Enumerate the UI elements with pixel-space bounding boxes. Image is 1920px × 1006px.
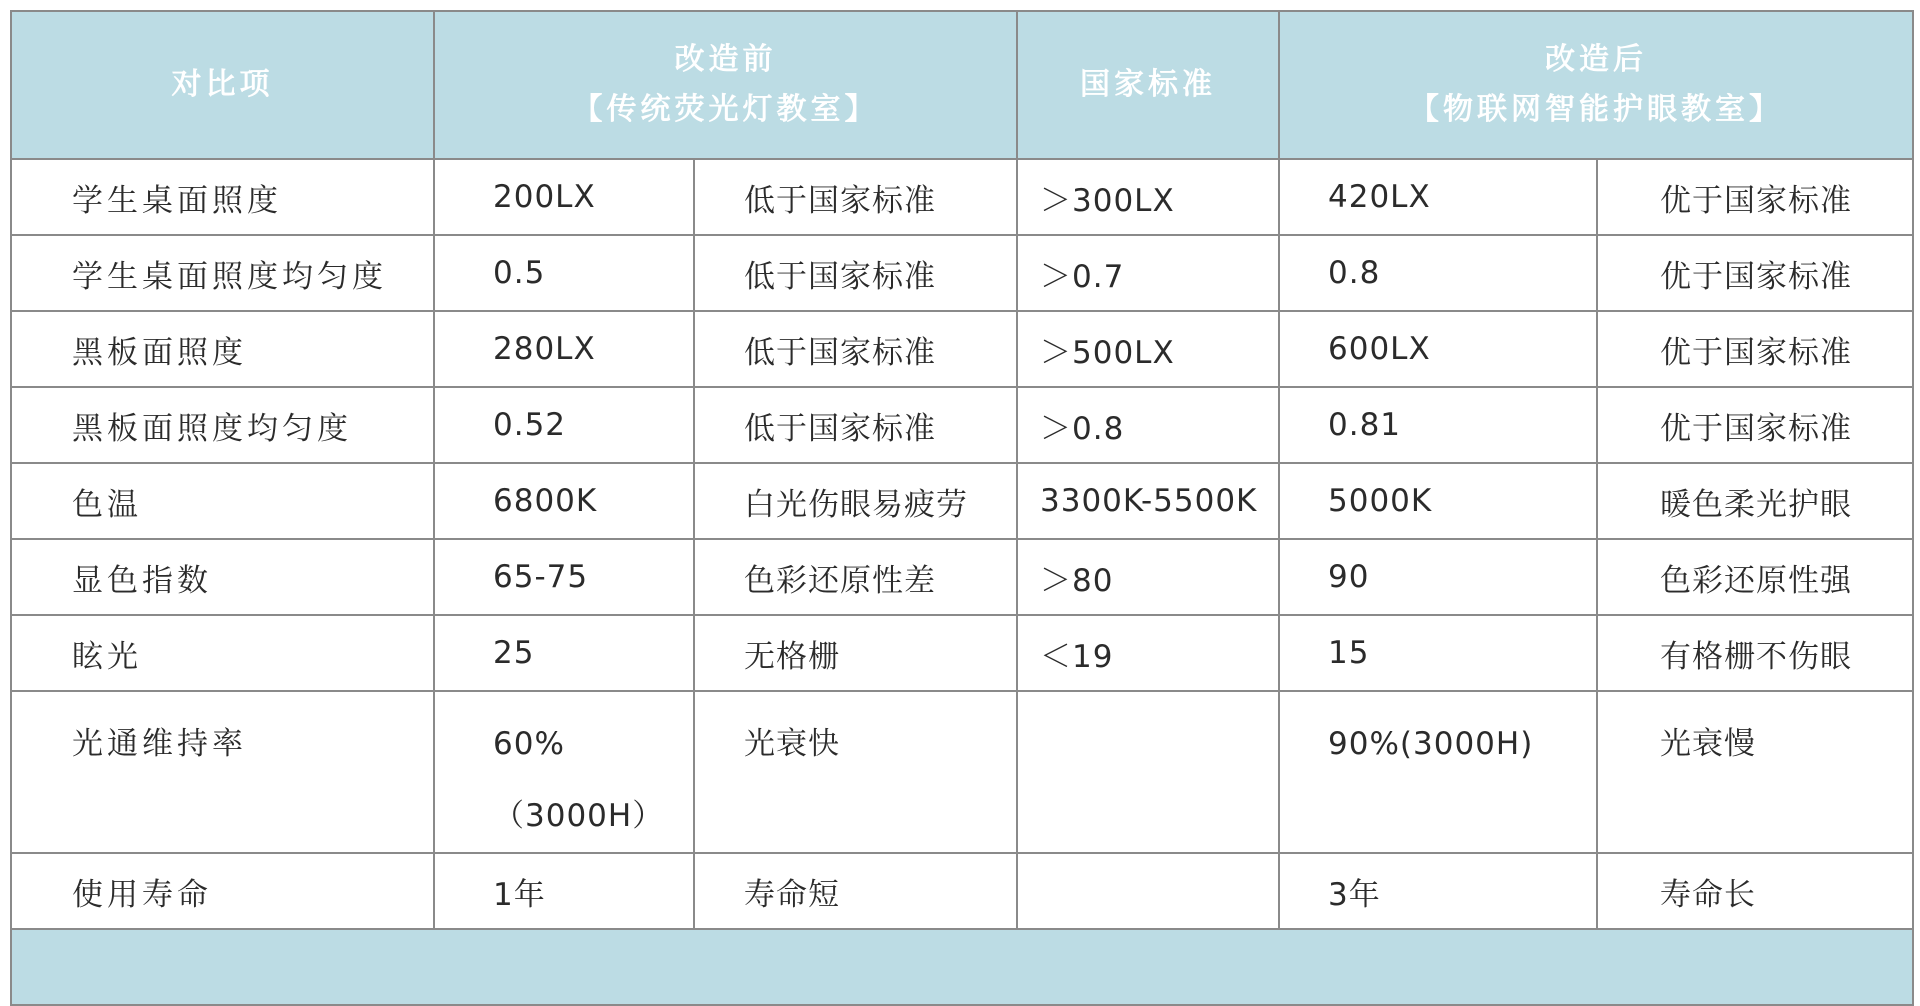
cell-standard: [1017, 853, 1279, 929]
cell-before-note-text: 光衰快: [744, 726, 840, 762]
cell-before-value: 25: [434, 615, 694, 691]
cell-after-note: 优于国家标准: [1597, 235, 1913, 311]
cell-after-value: 600LX: [1279, 311, 1597, 387]
header-after: [1279, 11, 1913, 159]
comparison-table: [10, 10, 1914, 1006]
cell-before-note: 低于国家标准: [694, 387, 1017, 463]
header-row: [11, 11, 1913, 159]
cell-before-value: 0.52: [434, 387, 694, 463]
header-standard: [1017, 11, 1279, 159]
table-row: [11, 159, 1913, 235]
cell-after-value: 15: [1279, 615, 1597, 691]
table-row: [11, 691, 1913, 853]
header-after-subtitle: 【物联网智能护眼教室】: [1409, 92, 1783, 127]
cell-before-note: 低于国家标准: [694, 159, 1017, 235]
cell-before-note: 低于国家标准: [694, 311, 1017, 387]
cell-after-note: 暖色柔光护眼: [1597, 463, 1913, 539]
cell-before-value: [434, 691, 694, 853]
cell-before-note: 低于国家标准: [694, 235, 1017, 311]
table-row: [11, 853, 1913, 929]
cell-standard: ＞80: [1017, 539, 1279, 615]
cell-standard: ＞0.7: [1017, 235, 1279, 311]
cell-after-value: 0.8: [1279, 235, 1597, 311]
header-item-label: 对比项: [171, 67, 274, 102]
header-after-title: 改造后: [1545, 42, 1647, 77]
cell-after-value: 90: [1279, 539, 1597, 615]
table-row: [11, 539, 1913, 615]
cell-after-note: [1597, 691, 1913, 853]
table-row: [11, 615, 1913, 691]
cell-item: 色温: [11, 463, 434, 539]
cell-item: 使用寿命: [11, 853, 434, 929]
cell-after-value: 0.81: [1279, 387, 1597, 463]
cell-item: 眩光: [11, 615, 434, 691]
cell-standard: ＞300LX: [1017, 159, 1279, 235]
header-before-subtitle: 【传统荧光灯教室】: [572, 92, 879, 127]
cell-after-note: 寿命长: [1597, 853, 1913, 929]
cell-before-value-line1: 60%: [493, 726, 565, 762]
cell-after-value: 5000K: [1279, 463, 1597, 539]
cell-standard: ＞0.8: [1017, 387, 1279, 463]
cell-after-note: 优于国家标准: [1597, 387, 1913, 463]
cell-item-text: 光通维持率: [72, 726, 247, 762]
cell-after-value: [1279, 691, 1597, 853]
cell-item: 学生桌面照度均匀度: [11, 235, 434, 311]
cell-item: 黑板面照度: [11, 311, 434, 387]
header-before: [434, 11, 1017, 159]
cell-before-note: 白光伤眼易疲劳: [694, 463, 1017, 539]
cell-before-value: 200LX: [434, 159, 694, 235]
footer-band: [11, 929, 1913, 1005]
header-item: [11, 11, 434, 159]
cell-before-value: 65-75: [434, 539, 694, 615]
table-row: [11, 387, 1913, 463]
cell-after-note: 有格栅不伤眼: [1597, 615, 1913, 691]
cell-before-note: 寿命短: [694, 853, 1017, 929]
header-before-title: 改造前: [674, 42, 777, 77]
cell-before-value-line2: （3000H）: [493, 798, 665, 834]
cell-before-value: 6800K: [434, 463, 694, 539]
cell-before-value: 1年: [434, 853, 694, 929]
cell-after-note: 优于国家标准: [1597, 311, 1913, 387]
cell-after-note-text: 光衰慢: [1660, 726, 1756, 762]
footer-row: [11, 929, 1913, 1005]
cell-item: 显色指数: [11, 539, 434, 615]
cell-after-note: 优于国家标准: [1597, 159, 1913, 235]
cell-after-value-text: 90%(3000H): [1328, 726, 1534, 762]
cell-standard: ＞500LX: [1017, 311, 1279, 387]
cell-item: 学生桌面照度: [11, 159, 434, 235]
cell-after-value: 3年: [1279, 853, 1597, 929]
table-row: [11, 311, 1913, 387]
cell-before-value: 280LX: [434, 311, 694, 387]
cell-before-value: 0.5: [434, 235, 694, 311]
cell-item: [11, 691, 434, 853]
cell-after-value: 420LX: [1279, 159, 1597, 235]
cell-before-note: 无格栅: [694, 615, 1017, 691]
cell-before-note: [694, 691, 1017, 853]
cell-standard: [1017, 691, 1279, 853]
cell-standard: ＜19: [1017, 615, 1279, 691]
cell-after-note: 色彩还原性强: [1597, 539, 1913, 615]
cell-item: 黑板面照度均匀度: [11, 387, 434, 463]
cell-before-note: 色彩还原性差: [694, 539, 1017, 615]
header-standard-label: 国家标准: [1080, 67, 1216, 102]
table-row: [11, 235, 1913, 311]
cell-standard: 3300K-5500K: [1017, 463, 1279, 539]
table-row: [11, 463, 1913, 539]
